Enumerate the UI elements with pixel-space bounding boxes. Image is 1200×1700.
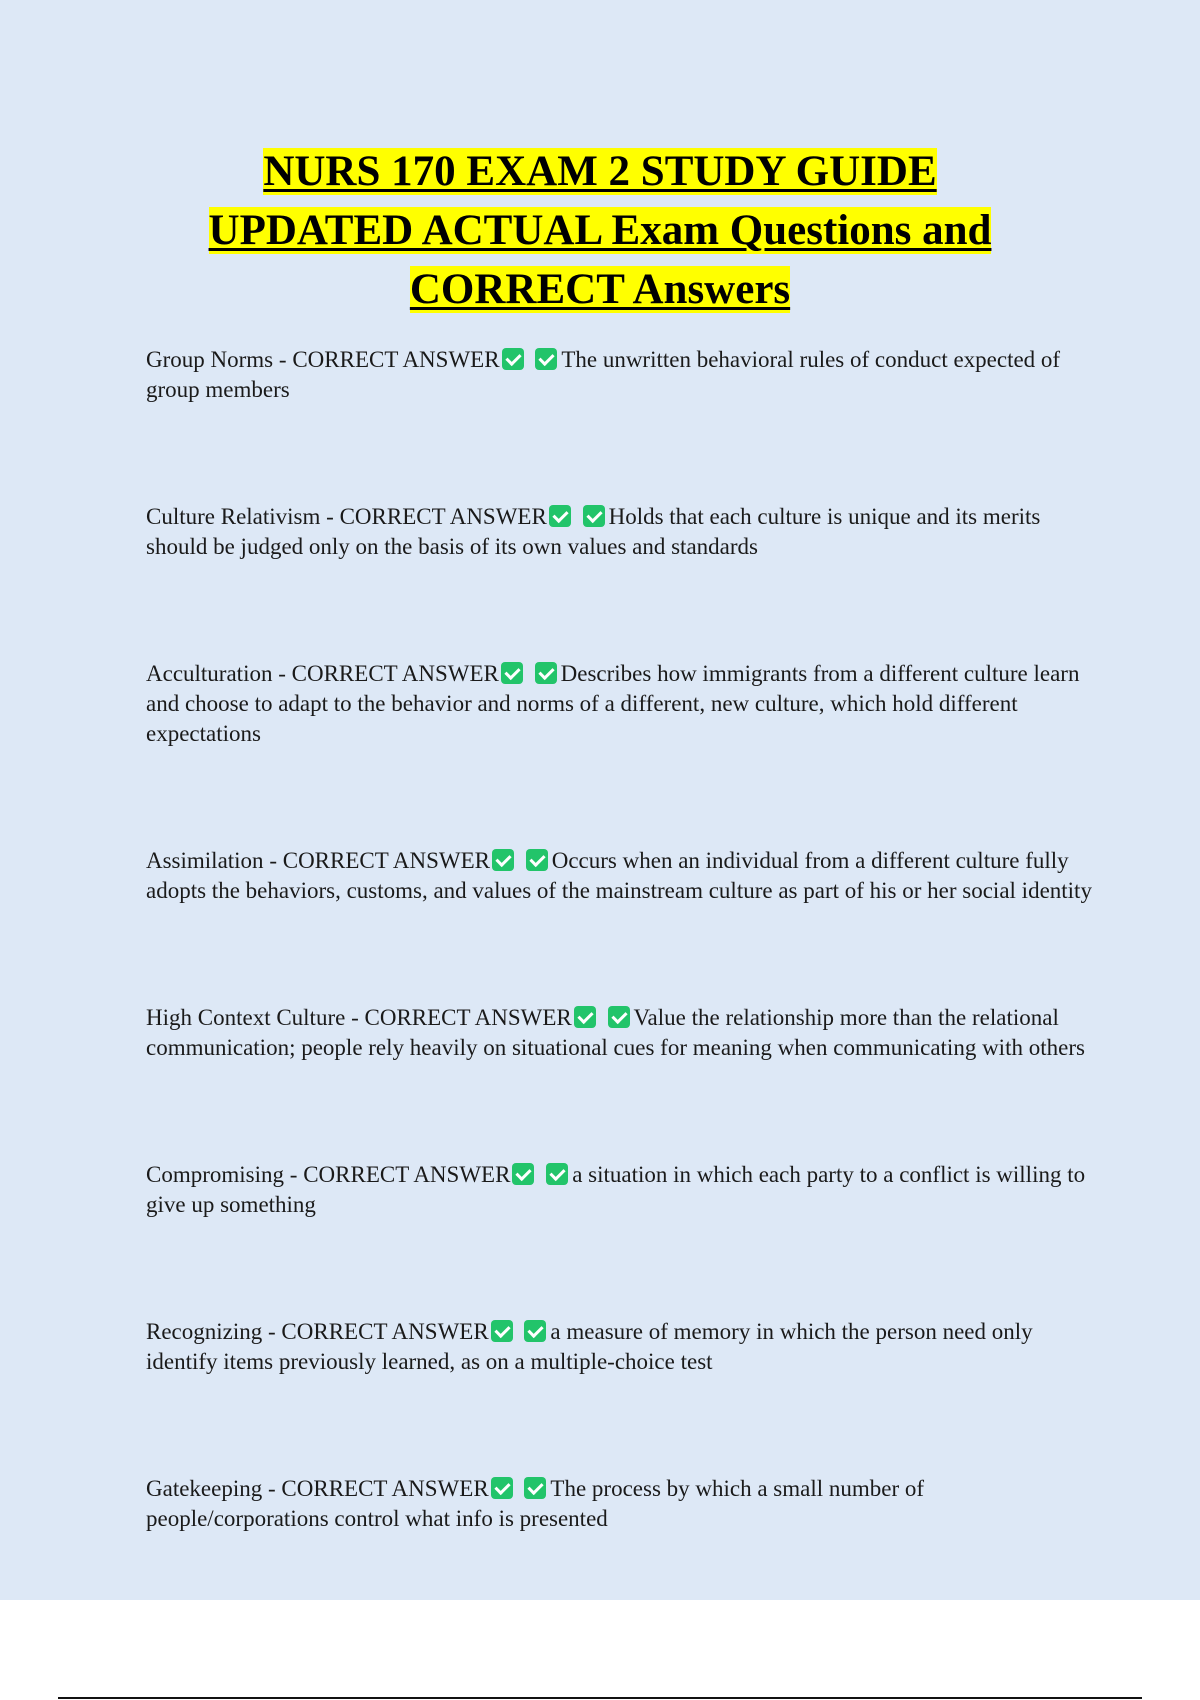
qa-answer-marker: CORRECT ANSWER: [339, 504, 547, 529]
qa-definition: a situation in which each party to a conflict is willing to give up something: [146, 1162, 1086, 1217]
qa-item-gatekeeping: Gatekeeping - CORRECT ANSWER The process by which a small number of people/corporations control what info is presented: [146, 1476, 925, 1531]
qa-item-acculturation: Acculturation - CORRECT ANSWER Describes how immigrants from a different culture learn and choose to adapt to the behavior and norms of a different, new culture, which hold different expectations: [146, 661, 1080, 746]
green-checkmark-icon: [535, 662, 557, 684]
qa-item-assimilation: Assimilation - CORRECT ANSWER Occurs when an individual from a different culture fully adopts the behaviors, customs, and values of the mainstream culture as part of his or her social identity: [146, 848, 1092, 903]
qa-list: [146, 345, 1094, 1534]
green-checkmark-icon: [574, 1006, 596, 1028]
qa-item-compromising: Compromising - CORRECT ANSWER a situation in which each party to a conflict is willing to give up something: [146, 1162, 1086, 1217]
qa-answer-marker: CORRECT ANSWER: [281, 1476, 489, 1501]
qa-answer-marker: CORRECT ANSWER: [364, 1005, 572, 1030]
green-checkmark-icon: [524, 1477, 546, 1499]
green-checkmark-icon: [535, 348, 557, 370]
green-checkmark-icon: [512, 1163, 534, 1185]
green-checkmark-icon: [524, 1320, 546, 1342]
qa-answer-marker: CORRECT ANSWER: [303, 1162, 511, 1187]
qa-definition: The unwritten behavioral rules of conduct expected of group members: [146, 347, 1061, 402]
qa-item-recognizing: Recognizing - CORRECT ANSWER a measure of memory in which the person need only identify items previously learned, as on a multiple-choice test: [146, 1319, 1033, 1374]
green-checkmark-icon: [502, 348, 524, 370]
title-line-3: CORRECT Answers: [409, 266, 791, 313]
green-checkmark-icon: [491, 1320, 513, 1342]
qa-item-group-norms: Group Norms - CORRECT ANSWER The unwritten behavioral rules of conduct expected of group members: [146, 347, 1061, 402]
qa-term: High Context Culture: [146, 1005, 346, 1030]
green-checkmark-icon: [549, 505, 571, 527]
qa-definition: Describes how immigrants from a different culture learn and choose to adapt to the behavior and norms of a different, new culture, which hold different expectations: [146, 661, 1080, 746]
qa-term: Assimilation: [146, 848, 264, 873]
qa-answer-marker: CORRECT ANSWER: [281, 1319, 489, 1344]
qa-term: Gatekeeping: [146, 1476, 263, 1501]
qa-answer-marker: CORRECT ANSWER: [282, 848, 490, 873]
green-checkmark-icon: [492, 849, 514, 871]
document-title: [100, 142, 1100, 319]
green-checkmark-icon: [501, 662, 523, 684]
qa-item-high-context-culture: High Context Culture - CORRECT ANSWER Value the relationship more than the relational communication; people rely heavily on situational cues for meaning when communicating with others: [146, 1005, 1085, 1060]
qa-item-culture-relativism: Culture Relativism - CORRECT ANSWER Holds that each culture is unique and its merits should be judged only on the basis of its own values and standards: [146, 504, 1041, 559]
footer-divider: [58, 1697, 1142, 1699]
qa-definition: The process by which a small number of people/corporations control what info is presented: [146, 1476, 925, 1531]
qa-term: Culture Relativism: [146, 504, 321, 529]
title-line-1: NURS 170 EXAM 2 STUDY GUIDE: [263, 148, 937, 195]
green-checkmark-icon: [491, 1477, 513, 1499]
green-checkmark-icon: [583, 505, 605, 527]
qa-term: Compromising: [146, 1162, 285, 1187]
qa-definition: Holds that each culture is unique and its merits should be judged only on the basis of its own values and standards: [146, 504, 1041, 559]
qa-definition: a measure of memory in which the person need only identify items previously learned, as on a multiple-choice test: [146, 1319, 1033, 1374]
qa-answer-marker: CORRECT ANSWER: [291, 661, 499, 686]
qa-term: Acculturation: [146, 661, 273, 686]
qa-term: Recognizing: [146, 1319, 263, 1344]
qa-definition: Occurs when an individual from a different culture fully adopts the behaviors, customs, and values of the mainstream culture as part of his or her social identity: [146, 848, 1092, 903]
title-line-2: UPDATED ACTUAL Exam Questions and: [208, 207, 992, 254]
green-checkmark-icon: [546, 1163, 568, 1185]
green-checkmark-icon: [608, 1006, 630, 1028]
green-checkmark-icon: [526, 849, 548, 871]
qa-term: Group Norms: [146, 347, 274, 372]
qa-definition: Value the relationship more than the relational communication; people rely heavily on situational cues for meaning when communicating with others: [146, 1005, 1085, 1060]
qa-answer-marker: CORRECT ANSWER: [292, 347, 500, 372]
